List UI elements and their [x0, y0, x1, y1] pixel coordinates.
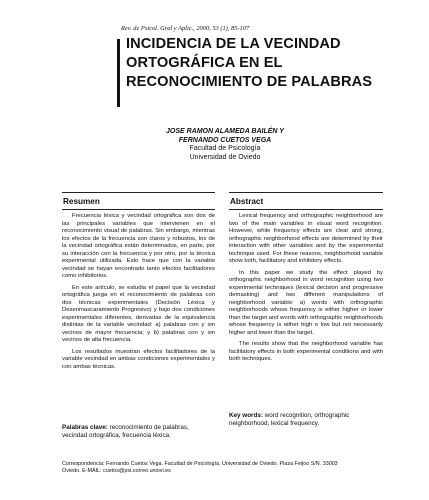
abstract-paragraph-2: In this paper we study the effect played by orthographic neighborhood in word recognition using two experimental techniques (lexical decision and progressive demasking) and two different manipulations of neighborhood variable: a) words with orthographic neighborhoods whose frequency is either higher or lower than the target and words with orthographic neighborhoods whose frequency is either high o low but not necessarily higher and lower than the target.: [229, 269, 383, 336]
resumen-paragraph-1: Frecuencia léxica y vecindad ortográfica son dos de las principales variables que intervienen en el reconocimiento visual de palabras. Sin embargo, mientras los efectos de la frecuencia son claros y robustos, los de la vecindad ortográfica están determinados, en parte, por su interacción con la frecuencia y por otro, por la técnica experimental utilizada. Esto hace que con la variable vecindad se hayan encontrado tanto efectos facilitadores como inhibitorios.: [62, 213, 215, 279]
author-line-1: JOSE RAMON ALAMEDA BAILÉN Y: [166, 128, 284, 135]
resumen-heading: Resumen: [63, 197, 100, 206]
correspondence-footer: [62, 461, 382, 475]
abstract-heading-rule: [229, 209, 383, 210]
resumen-paragraph-2: En este artículo, se estudia el papel que la vecindad ortográfica juega en el reconocimiento de palabras con dos técnicas experimentales (Decisión Léxica y Desenmascaramiento Progresivo) y bajo dos condiciones experimentales diferentes, derivadas de la equivalencia distintas de la variable vecindad: a) palabras con y sin vecinos de mayor frecuencia; y b) palabras con y sin vecinos de alta frecuencia.: [62, 284, 215, 343]
resumen-paragraph-3: Los resultados muestran efectos facilitadores de la variable vecindad en ambas condiciones experimentales y con ambas técnicas.: [62, 348, 215, 370]
abstract-paragraph-1: Lexical frequency and orthographic neighborhood are two of the main variables in visual word recognition. However, while frequency effects are clear and strong, orthographic neighborhood effects are determined by their interaction with other variables and by the experimental technique used. For these reasons, neighborhood variable show both, facilitatory and inhibitory effects.: [229, 213, 383, 264]
title-line-2: ORTOGRÁFICA EN EL: [126, 55, 283, 71]
title-line-1: INCIDENCIA DE LA VECINDAD: [126, 36, 341, 52]
affiliation-faculty: Facultad de Psicología: [189, 145, 261, 152]
abstract-keywords-text: word recognition, orthographic neighborhood, lexical frequency.: [229, 412, 350, 427]
title-line-3: RECONOCIMIENTO DE PALABRAS: [126, 74, 373, 90]
resumen-keywords-label: Palabras clave:: [62, 424, 108, 431]
resumen-heading-rule: [62, 209, 215, 210]
abstract-paragraph-3: The results show that the neighborhood variable has facilitatory effects in both experimental conditions and with both techniques.: [229, 341, 383, 362]
correspondence-line-2: Oviedo. E-MAIL: cuetos@psi.correo.uniovi.es: [62, 468, 171, 475]
abstract-body: [229, 213, 383, 368]
resumen-body: [62, 213, 215, 375]
resumen-top-rule: [62, 192, 215, 193]
author-line-2: FERNANDO CUETOS VEGA: [178, 136, 272, 144]
author-block: [120, 128, 330, 162]
resumen-keywords: [62, 424, 215, 439]
title-accent-bar: [117, 39, 120, 107]
abstract-heading: Abstract: [230, 197, 264, 206]
article-title: [126, 35, 396, 92]
abstract-keywords: [229, 412, 383, 427]
journal-citation: Rev. de Psicol. Gral y Aplic., 2000, 53 (1), 85-107: [121, 25, 250, 32]
resumen-keywords-text: reconocimiento de palabras, vecindad ortográfica, frecuencia léxica.: [62, 424, 189, 439]
affiliation-university: Universidad de Oviedo: [189, 153, 261, 161]
abstract-keywords-label: Key words:: [229, 412, 263, 419]
correspondence-line-1: Correspondencia: Fernando Cuetos Vega. Facultad de Psicología. Universidad de Oviedo. Plaza Feijoo S/N. 33003: [62, 461, 338, 467]
abstract-top-rule: [229, 192, 383, 193]
